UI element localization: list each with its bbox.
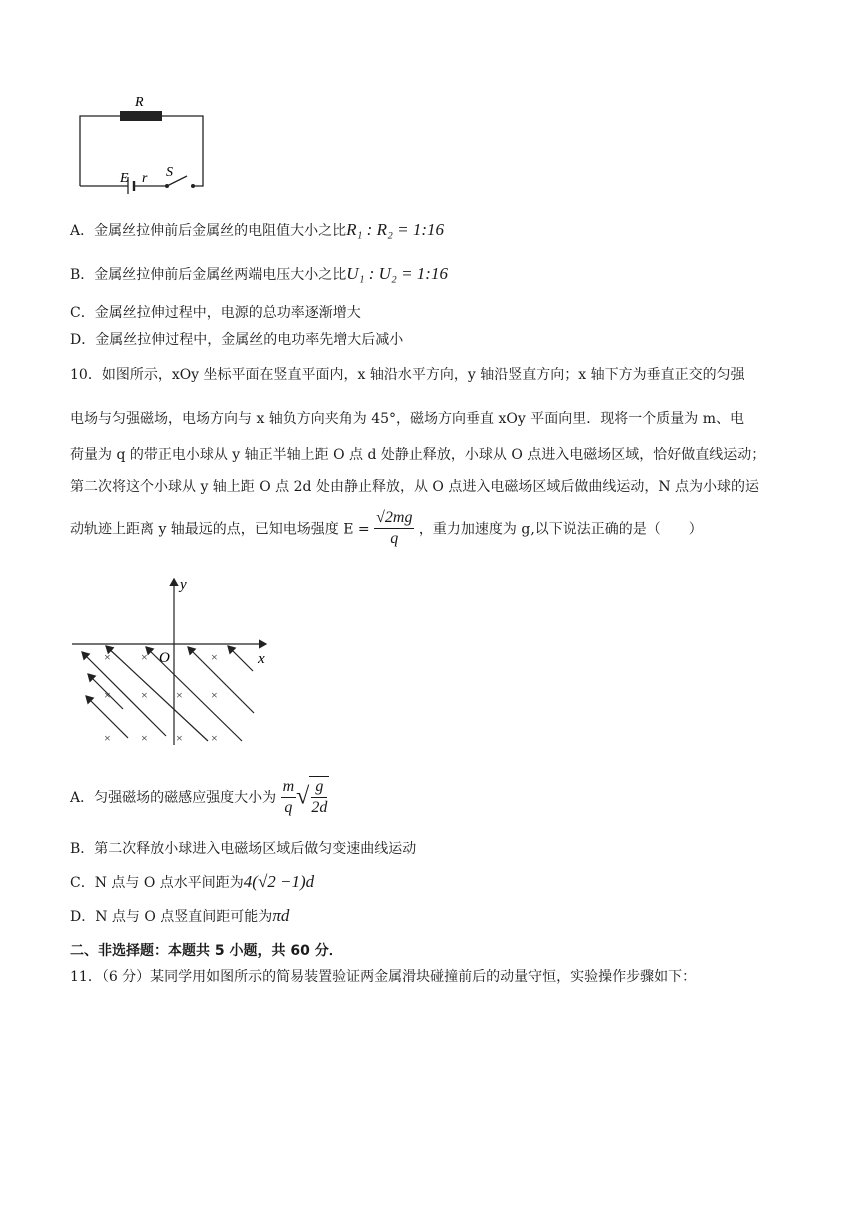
label-r-internal: r [142, 171, 148, 186]
q10-line-3: 荷量为 q 的带正电小球从 y 轴正半轴上距 O 点 d 处静止释放，小球从 O 点进入电磁场区域，恰好做直线运动； [70, 447, 766, 463]
svg-text:×: × [211, 650, 218, 664]
svg-text:×: × [141, 731, 148, 745]
label-r-resistor: R [135, 95, 144, 110]
svg-text:×: × [211, 731, 218, 745]
svg-text:×: × [176, 731, 183, 745]
label-y-axis: y [180, 577, 187, 593]
option-a-sqrt-fraction: $\frac{g}{2d}$ [311, 778, 328, 816]
q9-option-d: D．金属丝拉伸过程中，金属丝的电功率先增大后减小 [70, 332, 404, 348]
q10-line-1: 10．如图所示，xOy 坐标平面在竖直平面内，x 轴沿水平方向，y 轴沿竖直方向；x 轴下方为垂直正交的匀强 [70, 367, 745, 383]
q10-option-a: A．匀强磁场的磁感应强度大小为 $\frac{m}{q}$ √ $\frac{g}{2d}$ [70, 777, 328, 816]
section-2-heading: 二、非选择题：本题共 5 小题，共 60 分． [70, 943, 343, 959]
q10-line-2: 电场与匀强磁场，电场方向与 x 轴负方向夹角为 45°，磁场方向垂直 xOy 平面向里．现将一个质量为 m、电 [70, 411, 744, 427]
q10-option-d: D．N 点与 O 点竖直间距可能为πd [70, 906, 290, 925]
svg-text:×: × [211, 688, 218, 702]
option-a-fraction: $\frac{m}{q}$ [282, 777, 295, 816]
resistor-r [120, 111, 162, 121]
svg-text:×: × [141, 688, 148, 702]
q10-option-c: C．N 点与 O 点水平间距为4(√2 −1)d [70, 872, 315, 891]
q10-line-4: 第二次将这个小球从 y 轴上距 O 点 2d 处由静止释放，从 O 点进入电磁场区域后做曲线运动，N 点为小球的运 [70, 479, 760, 495]
field-strength-fraction: $\frac{√2mg}{q}$ [376, 509, 413, 547]
q9-option-c: C．金属丝拉伸过程中，电源的总功率逐渐增大 [70, 305, 361, 321]
label-s: S [166, 165, 173, 180]
q11-line-1: 11．（6 分）某同学用如图所示的简易装置验证两金属滑块碰撞前后的动量守恒，实验操作步骤如下： [70, 969, 697, 985]
svg-text:×: × [104, 650, 111, 664]
field-diagram [68, 575, 278, 750]
svg-text:×: × [104, 731, 111, 745]
circuit-diagram [70, 92, 215, 196]
q9-option-a: A．金属丝拉伸前后金属丝的电阻值大小之比R₁ : R₂ = 1:16 [70, 220, 444, 239]
label-e: E [120, 171, 129, 186]
label-origin: O [159, 650, 170, 666]
label-x-axis: x [258, 651, 265, 667]
svg-text:×: × [176, 688, 183, 702]
svg-text:×: × [141, 650, 148, 664]
q10-line-5: 动轨迹上距离 y 轴最远的点，已知电场强度 E = $\frac{√2mg}{q}$ ，重力加速度为 g,以下说法正确的是（ ） [70, 509, 703, 547]
svg-text:×: × [104, 688, 111, 702]
q10-option-b: B．第二次释放小球进入电磁场区域后做匀变速曲线运动 [70, 841, 417, 857]
q9-option-b: B．金属丝拉伸前后金属丝两端电压大小之比U₁ : U₂ = 1:16 [70, 264, 448, 283]
